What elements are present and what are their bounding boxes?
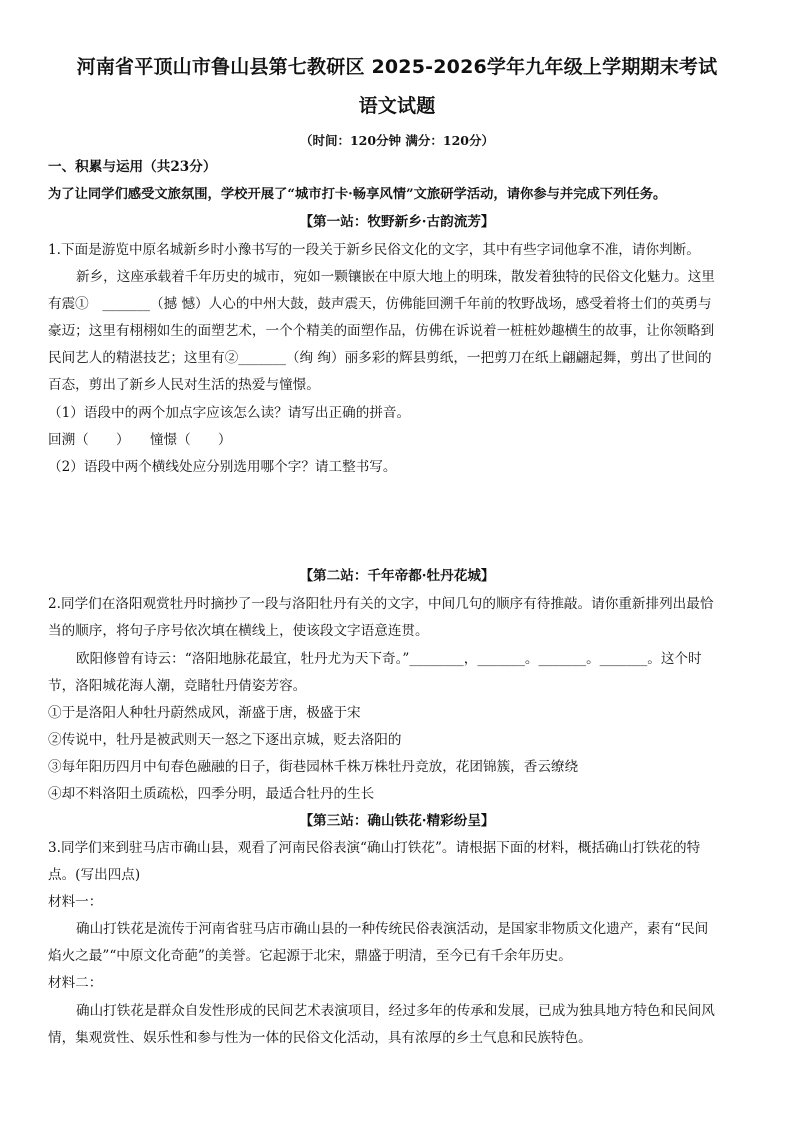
material-line: 焰火之最”“中原文化奇葩”的美誉。它起源于北宋，鼎盛于明清，至今已有千余年历史。 xyxy=(48,948,572,964)
material-label: 材料一： xyxy=(48,894,103,910)
option-item: ③每年阳历四月中旬春色融融的日子，街巷园林千株万株牡丹竞放，花团锦簇，香云缭绕 xyxy=(48,759,579,775)
section-intro: 为了让同学们感受文旅氛围，学校开展了“城市打卡·畅享风情”文旅研学活动，请你参与并完成下列任务。 xyxy=(48,187,667,202)
section-heading: 一、积累与运用（共23分） xyxy=(48,159,217,175)
station-heading: 【第二站：千年帝都·牡丹花城】 xyxy=(299,568,495,584)
time-score-info: （时间：120分钟 满分：120分） xyxy=(299,133,495,148)
material-label: 材料二： xyxy=(48,975,103,991)
question-text: 1.下面是游览中原名城新乡时小豫书写的一段关于新乡民俗文化的文字，其中有些字词他拿不准，请你判断。 xyxy=(48,242,700,258)
passage-line: 新乡，这座承载着千年历史的城市，宛如一颗镶嵌在中原大地上的明珠，散发着独特的民俗文化魅力。这里 xyxy=(76,269,715,285)
option-item: ①于是洛阳人种牡丹蔚然成风，渐盛于唐，极盛于宋 xyxy=(48,705,361,721)
question-text: 当的顺序，将句子序号依次填在横线上，使该段文字语意连贯。 xyxy=(48,623,429,639)
exam-title: 河南省平顶山市鲁山县第七教研区 2025-2026学年九年级上学期期末考试 xyxy=(76,56,718,78)
material-line: 确山打铁花是流传于河南省驻马店市确山县的一种传统民俗表演活动，是国家非物质文化遗产，素有“民间 xyxy=(76,921,709,937)
material-line: 情，集观赏性、娱乐性和参与性为一体的民俗文化活动，具有浓厚的乡土气息和民族特色。 xyxy=(48,1030,592,1046)
option-item: ②传说中，牡丹是被武则天一怒之下逐出京城，贬去洛阳的 xyxy=(48,732,402,748)
material-line: 确山打铁花是群众自发性形成的民间艺术表演项目，经过多年的传承和发展，已成为独具地方特色和民间风 xyxy=(76,1003,715,1019)
passage-line: 民间艺人的精湛技艺；这里有②_______（绚 绚）丽多彩的辉县剪纸，一把剪刀在纸上翩翩起舞，剪出了世间的 xyxy=(48,350,712,366)
station-heading: 【第一站：牧野新乡·古韵流芳】 xyxy=(299,214,495,230)
question-text: 2.同学们在洛阳观赏牡丹时摘抄了一段与洛阳牡丹有关的文字，中间几句的顺序有待推敲。请你重新排列出最恰 xyxy=(48,596,714,612)
passage-line: 豪迈；这里有栩栩如生的面塑艺术，一个个精美的面塑作品，仿佛在诉说着一桩桩妙趣横生的故事，让你领略到 xyxy=(48,323,715,339)
option-item: ④却不料洛阳土质疏松，四季分明，最适合牡丹的生长 xyxy=(48,786,375,802)
passage-line: 欧阳修曾有诗云：“洛阳地脉花最宜，牡丹尤为天下奇。”________，_______。_______。_______。这个时 xyxy=(76,651,702,667)
station-heading: 【第三站：确山铁花·精彩纷呈】 xyxy=(299,813,495,829)
passage-line: 百态，剪出了新乡人民对生活的热爱与憧憬。 xyxy=(48,377,320,393)
question-text: 点。(写出四点) xyxy=(48,867,141,883)
sub-question: （2）语段中两个横线处应分别选用哪个字？请工整书写。 xyxy=(48,459,397,475)
question-text: 3.同学们来到驻马店市确山县，观看了河南民俗表演“确山打铁花”。请根据下面的材料，概括确山打铁花的特 xyxy=(48,840,701,856)
pinyin-answer-blanks: 回溯（ ） 憧憬（ ） xyxy=(48,432,232,448)
exam-subtitle: 语文试题 xyxy=(358,95,436,117)
passage-line: 有震① _______（撼 憾）人心的中州大鼓，鼓声震天，仿佛能回溯千年前的牧野战场，感受着将士们的英勇与 xyxy=(48,296,712,312)
passage-line: 节，洛阳城花海人潮，竞睹牡丹倩姿芳容。 xyxy=(48,678,307,694)
sub-question: （1）语段中的两个加点字应该怎么读？请写出正确的拼音。 xyxy=(48,405,411,421)
